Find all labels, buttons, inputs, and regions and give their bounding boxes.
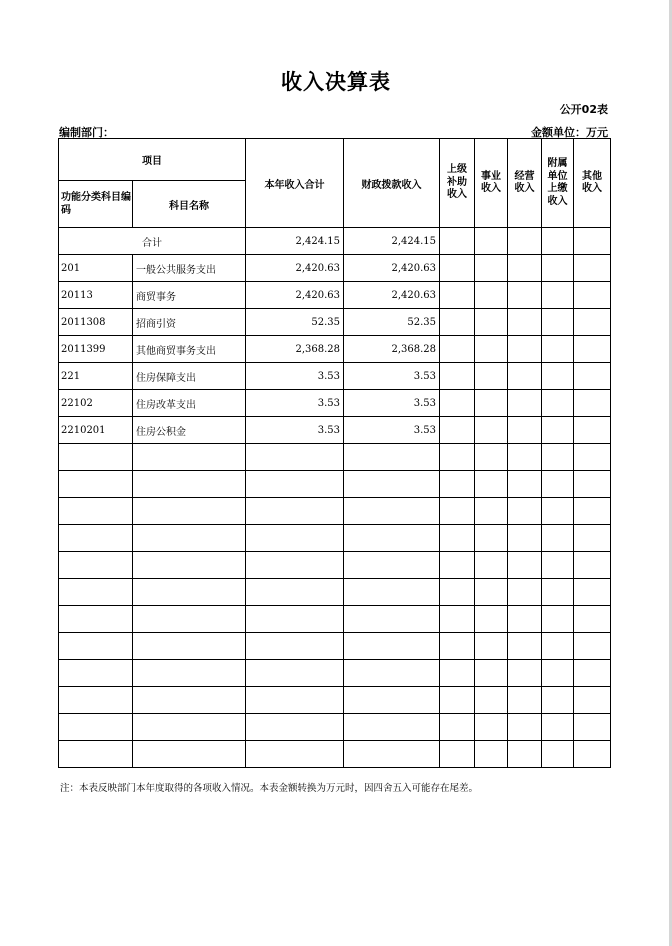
empty-cell (508, 363, 542, 390)
empty-row (59, 498, 611, 525)
empty-cell (475, 228, 508, 255)
empty-cell (440, 282, 475, 309)
row-fiscal: 3.53 (344, 390, 440, 417)
empty-cell (246, 525, 344, 552)
empty-cell (475, 444, 508, 471)
empty-cell (475, 390, 508, 417)
empty-cell (59, 687, 133, 714)
row-fiscal: 52.35 (344, 309, 440, 336)
empty-cell (59, 579, 133, 606)
empty-row (59, 525, 611, 552)
empty-cell (133, 579, 246, 606)
empty-cell (574, 390, 611, 417)
empty-cell (508, 471, 542, 498)
empty-cell (574, 336, 611, 363)
row-fiscal: 3.53 (344, 363, 440, 390)
row-code: 2011308 (59, 309, 133, 336)
empty-cell (542, 552, 574, 579)
empty-cell (542, 579, 574, 606)
empty-cell (133, 498, 246, 525)
empty-cell (246, 444, 344, 471)
empty-cell (133, 444, 246, 471)
total-amount: 2,424.15 (246, 228, 344, 255)
empty-cell (475, 309, 508, 336)
empty-row (59, 606, 611, 633)
empty-cell (59, 498, 133, 525)
department-label: 编制部门： (59, 126, 114, 139)
empty-cell (475, 471, 508, 498)
header-affiliated (542, 139, 574, 228)
income-table (58, 138, 611, 768)
empty-cell (246, 579, 344, 606)
empty-cell (246, 633, 344, 660)
footnote: 注：本表反映部门本年度取得的各项收入情况。本表金额转换为万元时，因四舍五入可能存在尾差。 (60, 783, 479, 794)
empty-cell (574, 444, 611, 471)
empty-cell (440, 471, 475, 498)
empty-row (59, 660, 611, 687)
table-row (59, 309, 611, 336)
empty-row (59, 552, 611, 579)
empty-cell (508, 579, 542, 606)
empty-cell (542, 633, 574, 660)
empty-cell (574, 471, 611, 498)
header-business-text: 事业收入 (481, 170, 501, 194)
empty-cell (542, 228, 574, 255)
empty-cell (574, 363, 611, 390)
empty-cell (344, 714, 440, 741)
empty-cell (508, 552, 542, 579)
empty-cell (133, 660, 246, 687)
empty-cell (59, 525, 133, 552)
empty-cell (542, 660, 574, 687)
empty-cell (133, 471, 246, 498)
empty-cell (542, 390, 574, 417)
empty-cell (574, 606, 611, 633)
empty-cell (508, 228, 542, 255)
empty-cell (574, 525, 611, 552)
empty-cell (508, 687, 542, 714)
row-code: 22102 (59, 390, 133, 417)
empty-cell (542, 741, 574, 768)
row-name: 商贸事务 (133, 282, 246, 309)
empty-cell (440, 417, 475, 444)
total-fiscal: 2,424.15 (344, 228, 440, 255)
amount-unit-label: 金额单位：万元 (531, 126, 608, 139)
empty-cell (246, 741, 344, 768)
empty-cell (574, 498, 611, 525)
empty-cell (542, 498, 574, 525)
row-code: 221 (59, 363, 133, 390)
empty-cell (59, 660, 133, 687)
empty-cell (344, 498, 440, 525)
empty-cell (344, 660, 440, 687)
empty-cell (440, 498, 475, 525)
empty-cell (475, 606, 508, 633)
empty-cell (440, 606, 475, 633)
empty-cell (508, 660, 542, 687)
row-fiscal: 2,420.63 (344, 282, 440, 309)
header-affiliated-text: 附属单位上缴收入 (547, 158, 568, 207)
empty-cell (508, 498, 542, 525)
empty-cell (508, 741, 542, 768)
header-code: 功能分类科目编码 (59, 181, 133, 228)
empty-cell (542, 714, 574, 741)
row-total: 2,368.28 (246, 336, 344, 363)
table-row (59, 390, 611, 417)
empty-cell (133, 741, 246, 768)
empty-cell (59, 633, 133, 660)
row-name: 住房保障支出 (133, 363, 246, 390)
row-fiscal: 3.53 (344, 417, 440, 444)
empty-cell (440, 255, 475, 282)
empty-cell (542, 687, 574, 714)
header-superior-text: 上级补助收入 (447, 164, 467, 201)
empty-cell (440, 363, 475, 390)
empty-cell (440, 525, 475, 552)
empty-cell (574, 417, 611, 444)
empty-cell (475, 417, 508, 444)
empty-cell (344, 471, 440, 498)
empty-cell (475, 336, 508, 363)
empty-cell (440, 633, 475, 660)
empty-cell (59, 714, 133, 741)
empty-cell (440, 579, 475, 606)
empty-cell (574, 255, 611, 282)
empty-cell (508, 336, 542, 363)
empty-cell (542, 444, 574, 471)
row-total: 2,420.63 (246, 282, 344, 309)
empty-cell (344, 444, 440, 471)
empty-cell (542, 525, 574, 552)
empty-cell (574, 660, 611, 687)
row-total: 3.53 (246, 390, 344, 417)
empty-cell (344, 687, 440, 714)
table-row (59, 255, 611, 282)
header-other (574, 139, 611, 228)
empty-cell (574, 687, 611, 714)
empty-cell (475, 282, 508, 309)
empty-cell (59, 444, 133, 471)
header-fiscal: 财政拨款收入 (344, 139, 440, 228)
empty-cell (133, 525, 246, 552)
empty-row (59, 714, 611, 741)
row-total: 52.35 (246, 309, 344, 336)
header-name: 科目名称 (133, 181, 246, 228)
row-name: 招商引资 (133, 309, 246, 336)
empty-cell (508, 714, 542, 741)
empty-cell (246, 606, 344, 633)
empty-cell (246, 687, 344, 714)
form-number: 公开02表 (559, 103, 608, 116)
empty-cell (475, 660, 508, 687)
empty-cell (344, 579, 440, 606)
header-superior (440, 139, 475, 228)
empty-cell (508, 390, 542, 417)
empty-cell (508, 444, 542, 471)
empty-cell (475, 687, 508, 714)
total-label: 合计 (59, 228, 246, 255)
row-total: 3.53 (246, 363, 344, 390)
empty-row (59, 687, 611, 714)
empty-cell (475, 255, 508, 282)
empty-cell (475, 363, 508, 390)
empty-cell (344, 525, 440, 552)
row-name: 一般公共服务支出 (133, 255, 246, 282)
empty-cell (508, 606, 542, 633)
empty-cell (133, 606, 246, 633)
table-row (59, 282, 611, 309)
empty-cell (574, 228, 611, 255)
header-operating-text: 经营收入 (514, 170, 535, 194)
empty-cell (475, 741, 508, 768)
empty-cell (508, 282, 542, 309)
empty-cell (542, 471, 574, 498)
empty-cell (133, 552, 246, 579)
row-code: 201 (59, 255, 133, 282)
empty-row (59, 741, 611, 768)
empty-cell (133, 687, 246, 714)
empty-row (59, 579, 611, 606)
empty-row (59, 444, 611, 471)
empty-cell (508, 309, 542, 336)
empty-cell (344, 633, 440, 660)
empty-cell (475, 552, 508, 579)
table-row (59, 417, 611, 444)
empty-cell (246, 498, 344, 525)
empty-cell (440, 660, 475, 687)
empty-cell (246, 471, 344, 498)
empty-cell (574, 552, 611, 579)
empty-cell (59, 471, 133, 498)
empty-cell (440, 687, 475, 714)
empty-cell (542, 255, 574, 282)
empty-cell (542, 309, 574, 336)
empty-cell (344, 741, 440, 768)
empty-cell (475, 579, 508, 606)
empty-cell (133, 633, 246, 660)
table-row (59, 336, 611, 363)
empty-cell (440, 714, 475, 741)
empty-cell (574, 633, 611, 660)
empty-cell (508, 525, 542, 552)
empty-cell (475, 633, 508, 660)
row-fiscal: 2,368.28 (344, 336, 440, 363)
row-total: 2,420.63 (246, 255, 344, 282)
empty-cell (59, 606, 133, 633)
empty-cell (440, 741, 475, 768)
empty-cell (574, 282, 611, 309)
empty-cell (440, 444, 475, 471)
header-business (475, 139, 508, 228)
empty-cell (574, 741, 611, 768)
empty-cell (59, 552, 133, 579)
empty-cell (133, 714, 246, 741)
header-other-text: 其他收入 (582, 170, 602, 194)
empty-cell (574, 309, 611, 336)
row-name: 住房公积金 (133, 417, 246, 444)
empty-cell (440, 552, 475, 579)
empty-cell (440, 336, 475, 363)
empty-cell (440, 309, 475, 336)
table-row (59, 363, 611, 390)
header-item: 项目 (59, 139, 246, 181)
row-name: 其他商贸事务支出 (133, 336, 246, 363)
empty-cell (508, 633, 542, 660)
empty-cell (440, 228, 475, 255)
empty-cell (475, 498, 508, 525)
row-code: 2210201 (59, 417, 133, 444)
empty-cell (246, 552, 344, 579)
row-total: 3.53 (246, 417, 344, 444)
empty-cell (344, 606, 440, 633)
empty-cell (542, 606, 574, 633)
header-total: 本年收入合计 (246, 139, 344, 228)
empty-cell (475, 525, 508, 552)
empty-cell (475, 714, 508, 741)
row-code: 20113 (59, 282, 133, 309)
header-operating (508, 139, 542, 228)
empty-cell (542, 363, 574, 390)
empty-row (59, 471, 611, 498)
empty-cell (542, 336, 574, 363)
row-fiscal: 2,420.63 (344, 255, 440, 282)
row-code: 2011399 (59, 336, 133, 363)
page-title: 收入决算表 (281, 70, 391, 94)
empty-cell (344, 552, 440, 579)
empty-cell (508, 417, 542, 444)
empty-cell (574, 579, 611, 606)
header-row-1 (59, 139, 611, 181)
empty-cell (508, 255, 542, 282)
empty-cell (542, 282, 574, 309)
empty-cell (246, 660, 344, 687)
empty-cell (542, 417, 574, 444)
empty-cell (246, 714, 344, 741)
empty-row (59, 633, 611, 660)
empty-cell (59, 741, 133, 768)
row-name: 住房改革支出 (133, 390, 246, 417)
empty-cell (440, 390, 475, 417)
total-row (59, 228, 611, 255)
empty-cell (574, 714, 611, 741)
